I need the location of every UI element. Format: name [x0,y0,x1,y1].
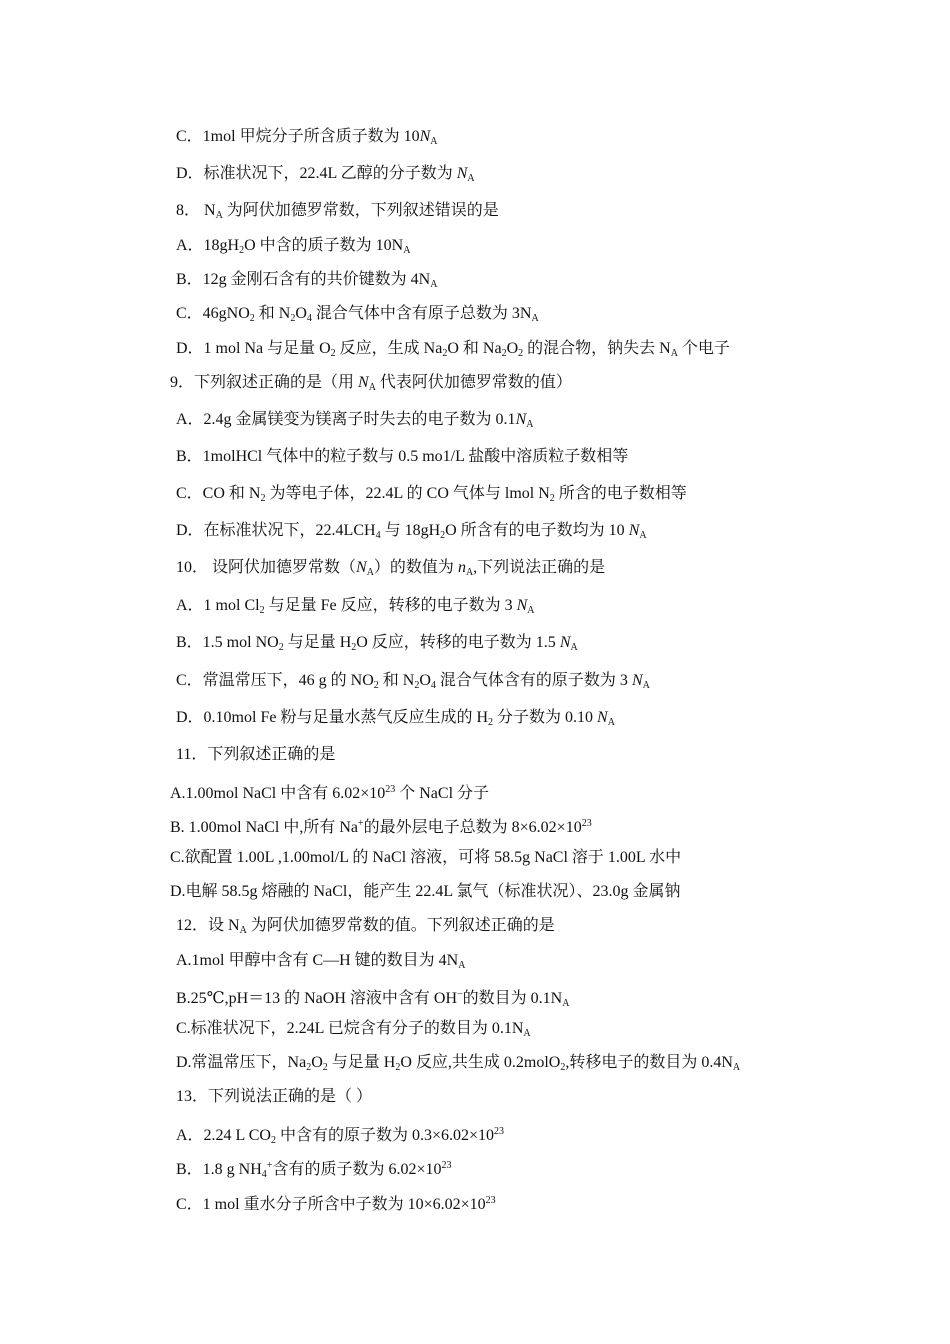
text-line [176,410,533,435]
text-run: O 反应，转移的电子数为 1.5 [356,634,560,651]
subscript: A [523,1028,531,1039]
text-run: 个 NaCl 分子 [395,785,490,802]
text-run: 10． 设阿伏加德罗常数（ [176,559,357,576]
subscript: A [458,960,466,971]
italic-symbol: N [631,672,643,689]
text-run: 的最外层电子总数为 8×6.02×10 [363,819,582,836]
italic-symbol: n [457,559,466,576]
superscript: 23 [581,818,592,829]
subscript: 2 [488,717,494,728]
text-run: A．1 mol Cl [176,597,260,614]
text-line [170,848,681,868]
italic-symbol: N [456,165,468,182]
text-line [176,985,569,1014]
text-line [176,916,555,941]
text-line [176,339,730,364]
text-line [176,447,628,467]
text-run: 为等电子体，22.4L 的 CO 气体与 lmol N [265,485,550,502]
subscript: 2 [290,313,296,324]
subscript: 2 [414,680,420,691]
subscript: 2 [322,1062,328,1073]
text-line [176,745,335,765]
text-run: 含有的质子数为 6.02×10 [272,1161,442,1178]
italic-symbol: N [516,597,528,614]
text-line [176,201,499,226]
text-run: B.25℃,pH＝13 的 NaOH 溶液中含有 OH [176,990,458,1007]
text-run: B．12g 金刚石含有的共价键数为 4N [176,271,431,288]
subscript: A [465,567,474,578]
text-run: 反应，生成 Na [335,340,443,357]
text-run: D．在标准状况下，22.4LCH [176,522,376,539]
text-run: O 所含有的电子数均为 10 [445,522,629,539]
text-run: O [311,1054,323,1071]
text-run: A．2.24 L CO [176,1127,271,1144]
text-line [176,164,475,189]
text-run: D.常温常压下，Na [176,1054,307,1071]
text-line [176,127,437,152]
text-line [176,1191,496,1215]
text-run: 9．下列叙述正确的是（用 [170,374,359,391]
subscript: 2 [395,1062,401,1073]
subscript: A [430,136,438,147]
text-run: 分子数为 0.10 [493,709,598,726]
subscript: A [639,530,647,541]
text-run: C．1 mol 重水分子所含中子数为 10×6.02×10 [176,1196,486,1213]
text-run: 11．下列叙述正确的是 [176,746,336,763]
text-run: O [419,672,431,689]
text-run: D．标准状况下，22.4L 乙醇的分子数为 [176,165,457,182]
text-line [176,1019,531,1044]
text-run: 为阿伏加德罗常数，下列叙述错误的是 [222,202,499,219]
text-run: 中含有的原子数为 0.3×6.02×10 [275,1127,495,1144]
text-run: 的混合物，钠失去 N [523,340,671,357]
text-run: O 反应,共生成 0.2molO [400,1054,561,1071]
text-run: D．0.10mol Fe 粉与足量水蒸气反应生成的 H [176,709,489,726]
text-run: C．1mol 甲烷分子所含质子数为 10 [176,128,420,145]
text-run: 混合气体含有的原子数为 3 [435,672,632,689]
subscript: A [366,567,374,578]
subscript: 2 [260,493,266,504]
text-line [176,1156,451,1185]
subscript: 2 [330,348,336,359]
text-run: ,转移电子的数目为 0.4N [565,1054,733,1071]
text-line [176,708,615,733]
subscript: 4 [375,530,381,541]
superscript: 23 [485,1195,496,1206]
subscript: A [670,348,678,359]
text-run: 混合气体中含有原子总数为 3N [311,305,532,322]
subscript: 2 [518,348,524,359]
text-run: 13．下列说法正确的是（ ） [176,1088,373,1105]
text-line [170,814,592,838]
italic-symbol: N [419,128,431,145]
subscript: A [607,717,615,728]
text-line [176,633,578,658]
subscript: 2 [239,245,245,256]
text-run: 和 N [254,305,291,322]
text-run: 与 18gH [380,522,441,539]
text-run: A．18gH [176,237,240,254]
text-run: B．1molHCl 气体中的粒子数与 0.5 mo1/L 盐酸中溶质粒子数相等 [176,448,629,465]
text-run: C．46gNO [176,305,250,322]
subscript: 2 [249,313,255,324]
subscript: A [403,245,411,256]
superscript: 23 [441,1160,452,1171]
subscript: A [368,382,376,393]
text-run: O [506,340,519,357]
superscript: + [266,1160,273,1171]
superscript: − [457,989,463,1000]
subscript: A [239,925,247,936]
superscript: 23 [385,784,396,795]
subscript: A [430,279,438,290]
text-line [176,1053,740,1078]
text-run: 的数目为 0.1N [462,990,563,1007]
italic-symbol: N [515,411,527,428]
text-run: D.电解 58.5g 熔融的 NaCl，能产生 22.4L 氯气（标准状况）、23.0g 金属钠 [170,883,681,900]
subscript: A [467,173,475,184]
italic-symbol: N [628,522,640,539]
subscript: 2 [442,348,448,359]
text-line [176,484,687,509]
text-run: 个电子 [677,340,730,357]
text-run: O 中含的质子数为 10N [244,237,404,254]
text-run: D．1 mol Na 与足量 O [176,340,331,357]
text-line [170,882,681,902]
text-run: A.1.00mol NaCl 中含有 6.02×10 [170,785,386,802]
subscript: 2 [278,642,284,653]
subscript: A [527,605,535,616]
subscript: 2 [373,680,379,691]
text-line [176,521,647,546]
subscript: A [732,1062,741,1073]
text-line [176,671,650,696]
text-run: 12．设 N [176,917,240,934]
subscript: 2 [270,1135,276,1146]
superscript: 23 [494,1126,505,1137]
text-line [176,1122,504,1151]
text-run: C．CO 和 N [176,485,261,502]
italic-symbol: N [356,559,367,576]
subscript: A [531,313,539,324]
text-line [176,951,465,976]
text-run: B．1.5 mol NO [176,634,279,651]
text-run: 与足量 H [283,634,352,651]
text-run: A.1mol 甲醇中含有 C—H 键的数目为 4N [176,952,459,969]
subscript: 2 [560,1062,566,1073]
text-run: 代表阿伏加德罗常数的值） [375,374,572,391]
text-line [176,270,437,295]
text-run: B．1.8 g NH [176,1161,262,1178]
subscript: 2 [549,493,555,504]
subscript: 2 [440,530,446,541]
text-run: O 和 Na [447,340,502,357]
text-run: ,下列说法正确的是 [473,559,606,576]
text-run: B. 1.00mol NaCl 中,所有 Na [170,819,358,836]
text-run: C.欲配置 1.00L ,1.00mol/L 的 NaCl 溶液，可将 58.5g NaCl 溶于 1.00L 水中 [170,849,682,866]
subscript: 2 [259,605,265,616]
italic-symbol: N [358,374,369,391]
text-run: O [295,305,307,322]
text-run: A．2.4g 金属镁变为镁离子时失去的电子数为 0.1 [176,411,516,428]
text-run: 为阿伏加德罗常数的值。下列叙述正确的是 [246,917,555,934]
text-line [176,304,539,329]
text-run: 8． N [176,202,216,219]
text-run: 和 N [378,672,415,689]
text-line [170,373,572,398]
subscript: 4 [306,313,312,324]
subscript: A [526,419,534,430]
text-run: ）的数值为 [373,559,458,576]
text-line [176,236,410,261]
subscript: A [215,210,223,221]
subscript: 2 [306,1062,312,1073]
text-line [176,1087,372,1107]
subscript: A [562,998,570,1009]
text-run: 与足量 H [327,1054,396,1071]
text-line [176,596,535,621]
text-line [170,780,489,804]
subscript: A [642,680,650,691]
text-run: 所含的电子数相等 [554,485,687,502]
superscript: + [358,818,364,829]
text-run: C.标准状况下，2.24L 已烷含有分子的数目为 0.1N [176,1020,524,1037]
subscript: A [570,642,578,653]
italic-symbol: N [597,709,608,726]
subscript: 4 [430,680,436,691]
italic-symbol: N [559,634,571,651]
text-line [176,558,605,583]
text-run: C．常温常压下，46 g 的 NO [176,672,374,689]
text-run: 与足量 Fe 反应，转移的电子数为 3 [264,597,517,614]
subscript: 2 [501,348,507,359]
subscript: 4 [261,1169,267,1180]
subscript: 2 [351,642,357,653]
